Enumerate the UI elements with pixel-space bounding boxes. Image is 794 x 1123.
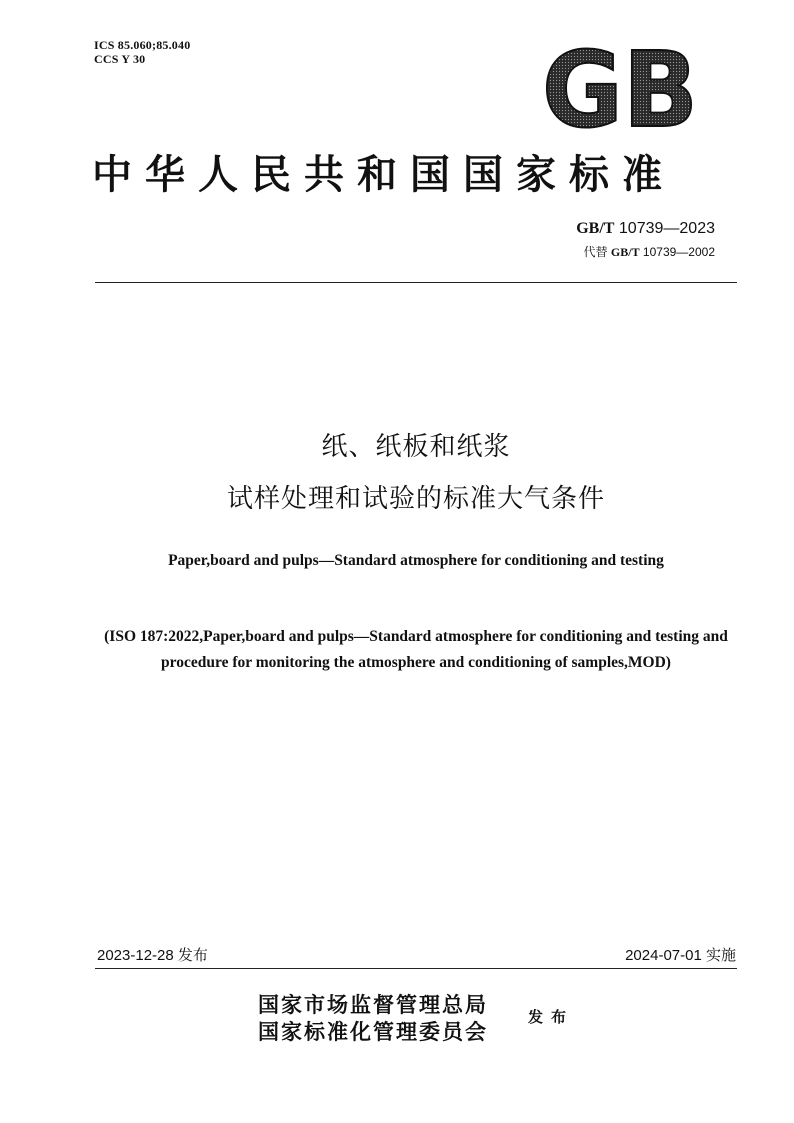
title-cn-line1: 纸、纸板和纸浆 — [321, 432, 511, 462]
gb-logo — [540, 46, 700, 130]
replaces-prefix: GB/T — [610, 245, 640, 259]
ics-code: ICS 85.060;85.040 — [94, 38, 191, 52]
issuer-samr: 国家市场监督管理总局 — [258, 992, 488, 1017]
issuer-sac: 国家标准化管理委员会 — [258, 1019, 488, 1044]
gb-logo-text: GB — [542, 46, 698, 130]
standard-number — [576, 219, 715, 239]
ccs-code: CCS Y 30 — [94, 52, 146, 66]
issue-date: 2023-12-28 发布 — [97, 947, 208, 964]
replaces-standard — [584, 244, 715, 260]
replaces-label: 代替 — [583, 245, 608, 259]
classification-codes — [94, 38, 190, 66]
standard-code: 10739—2023 — [618, 220, 715, 237]
footer-divider — [95, 968, 737, 969]
iso-reference: (ISO 187:2022,Paper,board and pulps—Standard atmosphere for conditioning and testing and procedure for monitoring the atmosphere and conditioning of samples,MOD) — [104, 628, 728, 671]
header-divider — [95, 282, 737, 283]
standard-prefix: GB/T — [576, 220, 615, 237]
implementation-date: 2024-07-01 实施 — [625, 947, 736, 964]
title-en: Paper,board and pulps—Standard atmosphere for conditioning and testing — [168, 552, 664, 569]
national-standard-title: 中华人民共和国国家标准 — [92, 152, 675, 198]
title-cn-line2: 试样处理和试验的标准大气条件 — [226, 484, 605, 514]
publish-label: 发布 — [528, 1008, 575, 1026]
replaces-code: 10739—2002 — [642, 245, 715, 259]
